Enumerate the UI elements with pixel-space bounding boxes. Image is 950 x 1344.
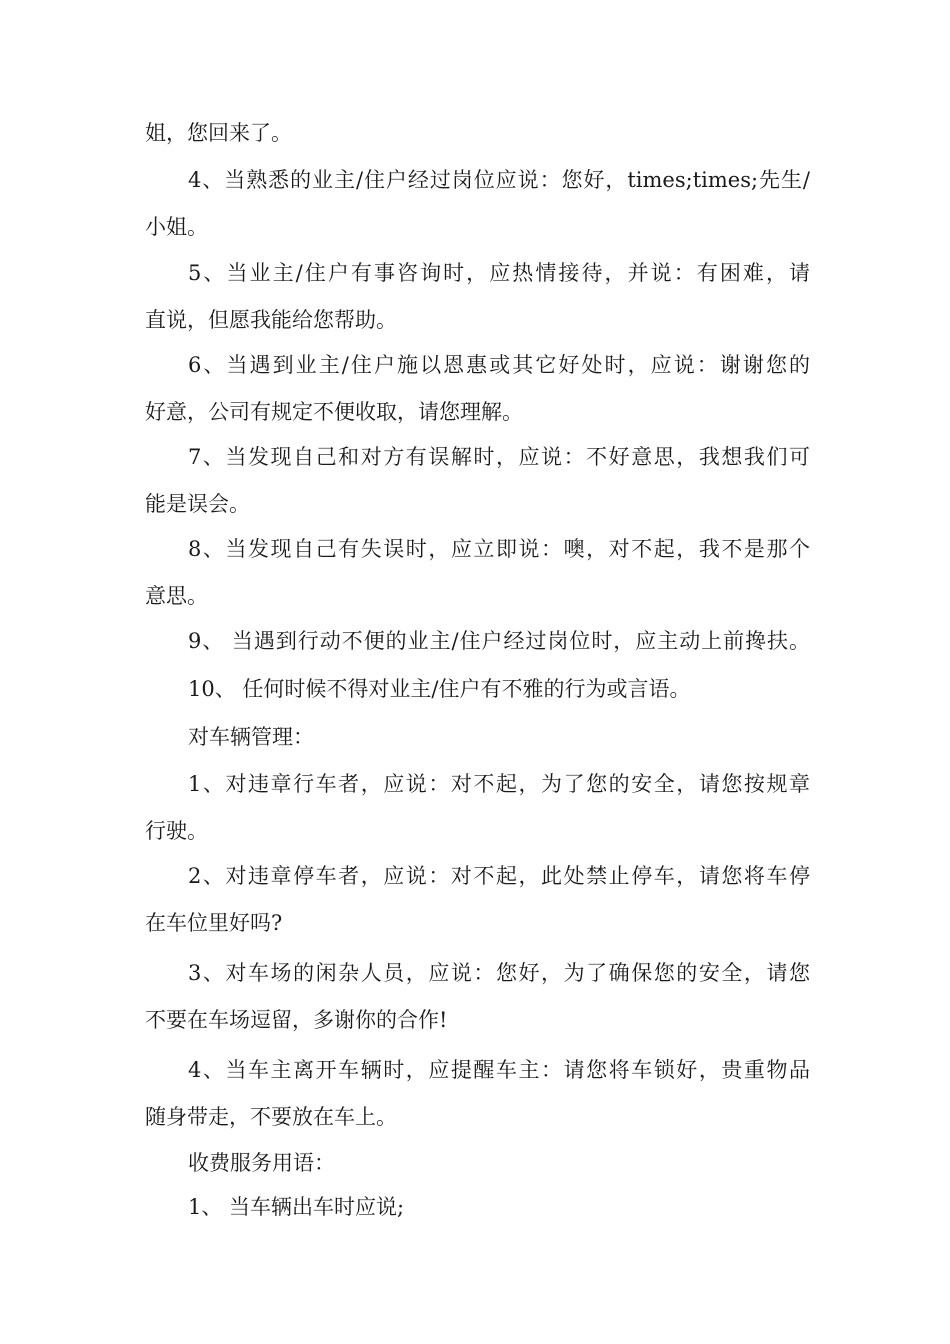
list-item-8-line-1: 8、当发现自己有失误时，应立即说：噢，对不起，我不是那个	[188, 537, 810, 561]
text-line-1: 姐，您回来了。	[145, 121, 292, 145]
list-item-6-line-2: 好意，公司有规定不便收取，请您理解。	[145, 400, 523, 424]
list-item-5-line-1: 5、当业主/住户有事咨询时，应热情接待，并说：有困难，请	[188, 261, 810, 285]
vehicle-item-1-line-1: 1、对违章行车者，应说：对不起，为了您的安全，请您按规章	[188, 772, 810, 796]
vehicle-item-1-line-2: 行驶。	[145, 819, 208, 843]
list-item-8-line-2: 意思。	[145, 584, 208, 608]
list-item-4-line-1: 4、当熟悉的业主/住户经过岗位应说：您好，times;times;先生/	[188, 168, 810, 192]
list-item-5-line-2: 直说，但愿我能给您帮助。	[145, 308, 397, 332]
fee-item-1: 1、 当车辆出车时应说;	[188, 1195, 405, 1219]
list-item-10: 10、 任何时候不得对业主/住户有不雅的行为或言语。	[188, 677, 691, 701]
list-item-7-line-1: 7、当发现自己和对方有误解时，应说：不好意思，我想我们可	[188, 445, 810, 469]
list-item-7-line-2: 能是误会。	[145, 492, 250, 516]
vehicle-item-3-line-1: 3、对车场的闲杂人员，应说：您好，为了确保您的安全，请您	[188, 961, 810, 985]
list-item-6-line-1: 6、当遇到业主/住户施以恩惠或其它好处时，应说：谢谢您的	[188, 353, 810, 377]
section-heading-fee-service: 收费服务用语：	[188, 1151, 335, 1175]
vehicle-item-3-line-2: 不要在车场逗留，多谢你的合作!	[145, 1008, 448, 1032]
vehicle-item-2-line-2: 在车位里好吗?	[145, 911, 283, 935]
list-item-4-line-2: 小姐。	[145, 215, 208, 239]
vehicle-item-4-line-2: 随身带走，不要放在车上。	[145, 1105, 397, 1129]
list-item-9: 9、 当遇到行动不便的业主/住户经过岗位时，应主动上前搀扶。	[188, 629, 810, 653]
section-heading-vehicle-management: 对车辆管理：	[188, 725, 314, 749]
vehicle-item-4-line-1: 4、当车主离开车辆时，应提醒车主：请您将车锁好，贵重物品	[188, 1058, 810, 1082]
vehicle-item-2-line-1: 2、对违章停车者，应说：对不起，此处禁止停车，请您将车停	[188, 864, 810, 888]
